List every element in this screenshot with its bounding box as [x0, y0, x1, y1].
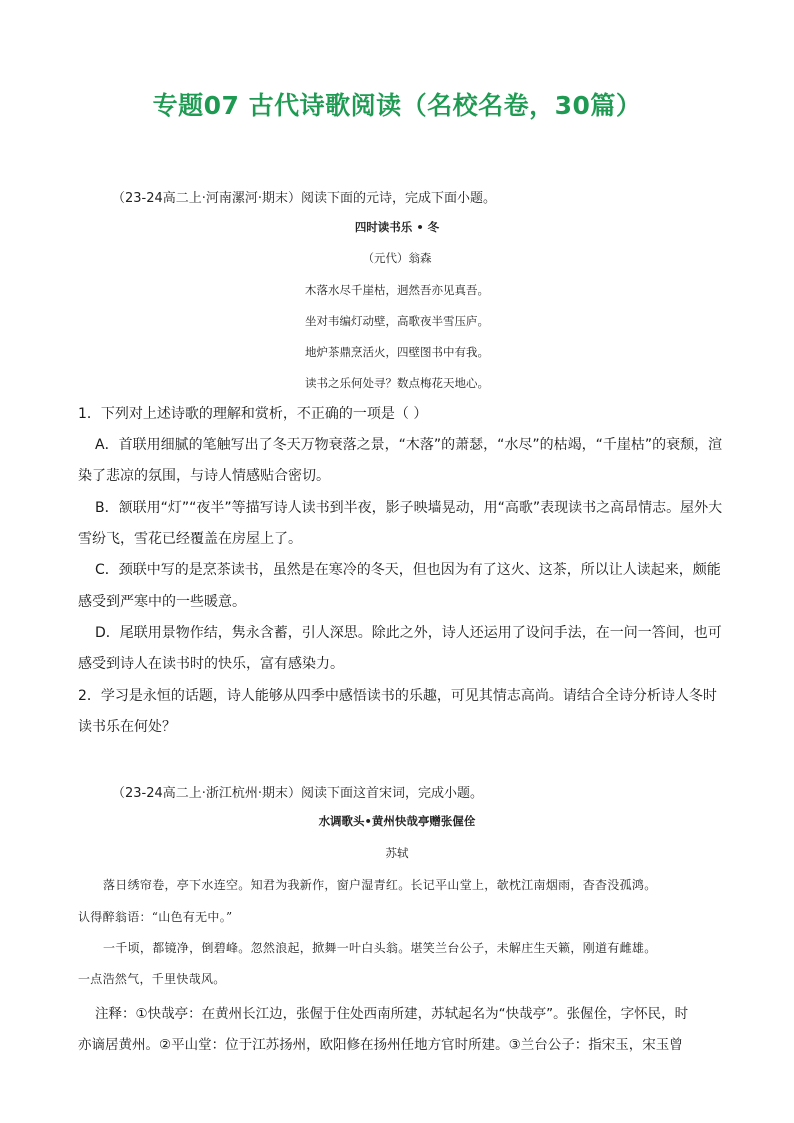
- option-d-line-2: 感受到诗人在读书时的快乐，富有感染力。: [78, 656, 344, 672]
- section2-author: 苏轼: [385, 846, 409, 860]
- ci-para-1-line-1: 落日绣帘卷，亭下水连空。知君为我新作，窗户湿青红。长记平山堂上，欹枕江南烟雨，杳杳没孤鸿。: [103, 878, 657, 892]
- poem-line-2: 坐对韦编灯动壁，高歌夜半雪压庐。: [305, 314, 489, 328]
- option-b-line-1: B．颔联用“灯”“夜半”等描写诗人读书到半夜，影子映墙晃动，用“高歌”表现读书之高昂情志。屋外大: [95, 500, 723, 516]
- poem-line-4: 读书之乐何处寻？数点梅花天地心。: [305, 376, 489, 390]
- option-a-line-1: A．首联用细腻的笔触写出了冬天万物衰落之景，“木落”的萧瑟，“水尽”的枯竭，“千崖枯”的衰颓，渲: [95, 437, 723, 453]
- section1-author: （元代）翁森: [362, 251, 432, 265]
- section1-poem-title: 四时读书乐 • 冬: [354, 220, 440, 234]
- ci-para-2-line-1: 一千顷，都镜净，倒碧峰。忽然浪起，掀舞一叶白头翁。堪笑兰台公子，未解庄生天籁，刚道有雌雄。: [103, 941, 657, 955]
- section1-source: （23-24高二上·河南漯河·期末）阅读下面的元诗，完成下面小题。: [112, 191, 497, 206]
- section2-poem-title: 水调歌头•黄州快哉亭赠张偓佺: [318, 814, 476, 828]
- option-c-line-2: 感受到严寒中的一些暖意。: [78, 594, 246, 610]
- poem-line-3: 地炉茶鼎烹活火，四壁图书中有我。: [305, 345, 489, 359]
- option-c-line-1: C．颈联中写的是烹茶读书，虽然是在寒冷的冬天，但也因为有了这火、这茶，所以让人读起来，颇能: [95, 562, 721, 578]
- section2-source: （23-24高二上·浙江杭州·期末）阅读下面这首宋词，完成小题。: [112, 786, 484, 801]
- page-title: 专题07 古代诗歌阅读（名校名卷，30篇）: [152, 91, 642, 120]
- question-1-stem: 1．下列对上述诗歌的理解和赏析，不正确的一项是（ ）: [78, 406, 428, 422]
- ci-para-1-line-2: 认得醉翁语：“山色有无中。”: [78, 910, 233, 924]
- option-b-line-2: 雪纷飞，雪花已经覆盖在房屋上了。: [78, 531, 302, 547]
- annotation-line-2: 亦谪居黄州。②平山堂：位于江苏扬州，欧阳修在扬州任地方官时所建。③兰台公子：指宋玉，宋玉曾: [78, 1037, 683, 1053]
- question-2-line-2: 读书乐在何处？: [78, 719, 176, 735]
- ci-para-2-line-2: 一点浩然气，千里快哉风。: [78, 972, 226, 986]
- option-a-line-2: 染了悲凉的氛围，与诗人情感贴合密切。: [78, 468, 330, 484]
- annotation-line-1: 注释：①快哉亭：在黄州长江边，张偓于住处西南所建，苏轼起名为“快哉亭”。张偓佺，字怀民，时: [95, 1006, 689, 1022]
- poem-line-1: 木落水尽千崖枯，迥然吾亦见真吾。: [305, 283, 489, 297]
- question-2-line-1: 2．学习是永恒的话题，诗人能够从四季中感悟读书的乐趣，可见其情志高尚。请结合全诗分析诗人冬时: [78, 688, 717, 704]
- option-d-line-1: D．尾联用景物作结，隽永含蓄，引人深思。除此之外，诗人还运用了设问手法，在一问一答间，也可: [95, 625, 722, 641]
